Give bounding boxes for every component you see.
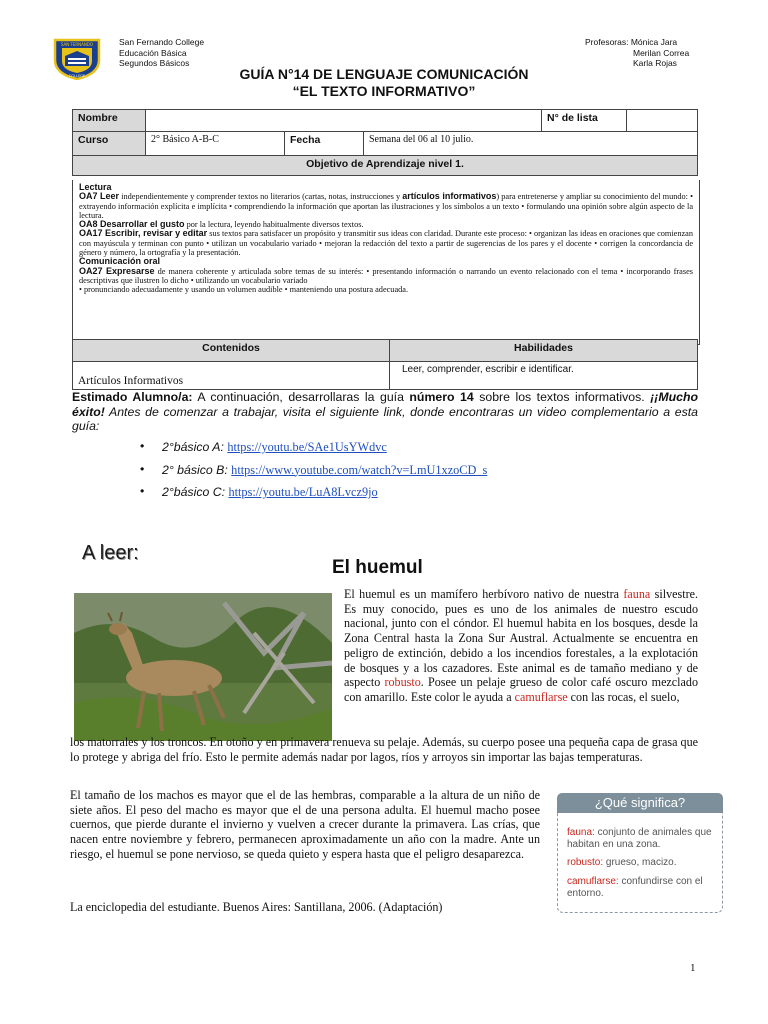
contenidos-value: Artículos Informativos — [73, 362, 390, 390]
contents-table — [72, 339, 698, 390]
term-fauna: fauna — [623, 587, 651, 601]
teachers-info — [585, 37, 689, 69]
video-link-2a[interactable]: https://youtu.be/SAe1UsYWdvc — [227, 440, 387, 454]
school-name: San Fernando College — [119, 37, 205, 47]
video-links-list — [140, 440, 487, 508]
a-leer-heading: A leer: — [82, 542, 139, 564]
glossary-item-camuflarse: camuflarse: confundirse con el entorno. — [567, 876, 703, 899]
teacher-2: Merilan Correa — [633, 47, 690, 58]
paragraph-3: El tamaño de los machos es mayor que el de las hembras, comparable a la altura de un niño de siete años. El peso del macho es mayor que el de una persona adulta. El huemul macho posee cuernos, que pierde durante el invierno y vuelven a crecer durante la primavera. Las crías, que nacen entre noviembre y febrero, permanecen aproximadamente un año con la madre. Ante un riesgo, el huemul se pone nervioso, se queda quieto y espera hasta que el peligro desaparezca. — [70, 788, 540, 861]
lista-field[interactable] — [627, 110, 698, 132]
guide-title-line2: “EL TEXTO INFORMATIVO” — [292, 83, 476, 99]
term-robusto: robusto — [384, 675, 421, 690]
huemul-photo — [74, 593, 332, 741]
oa7-text: OA7 Leer independientemente y comprender textos no literarios (cartas, notas, instrucciones y artículos informativos) para entretenerse y ampliar su conocimiento del mundo: • extrayendo información explícita e implícita • comprendiendo la información que aportan las ilustraciones y los símbolos a un texto • formulando una opinión sobre algún aspecto de la lectura. — [79, 191, 693, 220]
oa8-text: OA8 Desarrollar el gusto por la lectura, leyendo habitualmente diversos textos. — [79, 219, 364, 230]
school-info — [119, 37, 204, 69]
crest-subtext: COLLEGE — [68, 74, 86, 78]
video-link-item: • 2°básico C: https://youtu.be/LuA8Lvcz9jo — [140, 485, 487, 508]
video-link-2b[interactable]: https://www.youtube.com/watch?v=LmU1xzoCD_s — [231, 462, 488, 477]
teacher-1: Mónica Jara — [630, 37, 678, 47]
school-level: Educación Básica — [119, 47, 187, 58]
teachers-label: Profesoras: — [585, 37, 629, 47]
curso-value: 2° Básico A-B-C — [146, 132, 285, 156]
student-info-table — [72, 109, 698, 176]
nombre-field[interactable] — [146, 110, 542, 132]
glossary-item-robusto: robusto: grueso, macizo. — [567, 857, 677, 868]
glossary-box — [557, 793, 723, 913]
fecha-value: Semana del 06 al 10 julio. — [364, 132, 698, 156]
source-citation: La enciclopedia del estudiante. Buenos Aires: Santillana, 2006. (Adaptación) — [70, 900, 443, 914]
oa27-text-2: • pronunciando adecuadamente y usando un volumen audible • manteniendo una postura adecuada. — [79, 285, 409, 295]
lista-label: N° de lista — [547, 112, 598, 124]
habilidades-label: Habilidades — [514, 342, 573, 354]
habilidades-value: Leer, comprender, escribir e identificar. — [390, 362, 698, 390]
oa17-text: OA17 Escribir, revisar y editar sus textos para satisfacer un propósito y transmitir sus ideas con claridad. Durante este proceso: • organizan las ideas en oraciones que comienzan con mayúscula y terminan con punto • utilizan un vocabulario variado • mejoran la redacción del texto a partir de sugerencias de los pares y el docente • corrigen la concordancia de género y número, la ortografía y la presentación. — [79, 228, 693, 258]
intro-paragraph: Estimado Alumno/a: A continuación, desarrollaras la guía número 14 sobre los textos informativos. ¡¡Mucho éxito! Antes de comenzar a trabajar, visita el siguiente link, donde encontraras un video complementario a esta guía: — [72, 390, 699, 433]
video-link-2c[interactable]: https://youtu.be/LuA8Lvcz9jo — [228, 485, 378, 499]
glossary-title: ¿Qué significa? — [557, 793, 723, 813]
nombre-label: Nombre — [78, 112, 118, 124]
video-link-item: • 2°básico A: https://youtu.be/SAe1UsYWdvc — [140, 440, 487, 463]
story-title: El huemul — [332, 557, 423, 578]
page-number: 1 — [690, 962, 696, 974]
paragraph-2: los matorrales y los troncos. En otoño y en primavera renueva su pelaje. Además, su cuerpo posee una pequeña capa de grasa que lo protege y abriga del frío. Esto le permite además nadar por lagos, ríos y arroyos sin importar las bajas temperaturas. — [70, 735, 698, 764]
video-link-item: • 2° básico B: https://www.youtube.com/watch?v=LmU1xzoCD_s — [140, 463, 487, 486]
learning-objectives — [72, 180, 700, 345]
paragraph-1: El huemul es un mamífero herbívoro nativo de nuestra fauna silvestre. Es muy conocido, pues es uno de los animales de nuestro escudo nacional, junto con el cóndor. El huemul habita en los bosques, desde la Zona Central hasta la Zona Sur Austral. Actualmente se encuentra en peligro de extinción, debido a los incendios forestales, a la explotación de bosques y a los cazadores. Este animal es de tamaño mediano y de aspecto robusto. Posee un pelaje grueso de color café oscuro mezclado con amarillo. Este color le ayuda a camuflarse con las rocas, el suelo, — [344, 587, 698, 704]
term-camuflarse: camuflarse — [514, 689, 568, 704]
oa27-text: OA27 Expresarse de manera coherente y articulada sobre temas de su interés: • presentando información o narrando un evento relacionado con el tema • incorporando frases descriptivas que ilustren lo dicho • utilizando un vocabulario variado — [79, 265, 693, 285]
glossary-item-fauna: fauna: conjunto de animales que habitan en una zona. — [567, 827, 712, 850]
teacher-3: Karla Rojas — [633, 58, 677, 68]
school-grade: Segundos Básicos — [119, 58, 190, 68]
crest-text: SAN FERNANDO — [60, 42, 94, 47]
curso-label: Curso — [78, 134, 109, 146]
fecha-label: Fecha — [290, 134, 321, 146]
lectura-heading: Lectura — [79, 182, 112, 192]
guide-title — [0, 66, 768, 100]
oral-heading: Comunicación oral — [79, 256, 161, 267]
contenidos-label: Contenidos — [202, 342, 260, 354]
guide-title-line1: GUÍA N°14 DE LENGUAJE COMUNICACIÓN — [239, 66, 529, 82]
objetivo-header: Objetivo de Aprendizaje nivel 1. — [306, 158, 464, 170]
